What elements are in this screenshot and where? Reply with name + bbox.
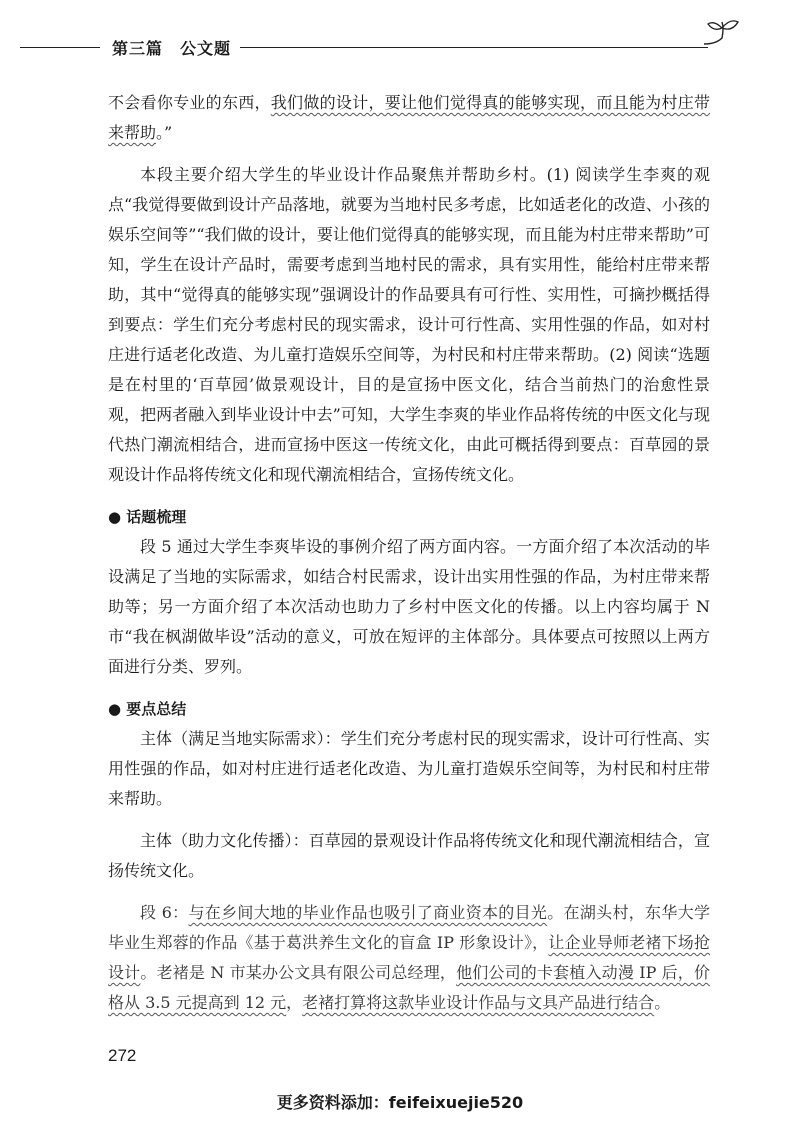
section-title: 第三篇 公文题 — [112, 39, 232, 58]
segment-6-label: 段 6： — [140, 903, 189, 922]
segment-6-paragraph — [108, 898, 710, 1018]
quote-prefix: 不会看你专业的东西， — [108, 93, 271, 112]
segment-6-text-2: 。老褚是 N 市某办公文具有限公司总经理， — [140, 963, 457, 982]
quote-continuation — [108, 88, 710, 148]
footer-note: 更多资料添加：feifeixuejie520 — [276, 1093, 524, 1112]
underlined-phrase-1: 与在乡间大地的毕业作品也吸引了商业资本的目光 — [188, 903, 548, 922]
page-body — [108, 88, 710, 1018]
analysis-paragraph: 本段主要介绍大学生的毕业设计作品聚焦并帮助乡村。(1) 阅读学生李爽的观点“我觉得要做到设计产品落地，就要为当地村民多考虑，比如适老化的改造、小孩的娱乐空间等”“我们做的设计，要让他们觉得真的能够实现，而且能为村庄带来帮助”可知，学生在设计产品时，需要考虑到当地村民的需求，具有实用性，能给村庄带来帮助，其中“觉得真的能够实现”强调设计的作品要具有可行性、实用性，可摘抄概括得到要点：学生们充分考虑村民的现实需求，设计可行性高、实用性强的作品，如对村庄进行适老化改造、为儿童打造娱乐空间等，为村民和村庄带来帮助。(2) 阅读“选题是在村里的‘百草园’做景观设计，目的是宣扬中医文化，结合当前热门的治愈性景观，把两者融入到毕业设计中去”可知，大学生李爽的毕业作品将传统的中医文化与现代热门潮流相结合，进而宣扬中医这一传统文化，由此可概括得到要点：百草园的景观设计作品将传统文化和现代潮流相结合，宣扬传统文化。 — [108, 165, 710, 484]
summary-heading: ● 要点总结 — [108, 700, 187, 718]
header-rule-right — [240, 47, 708, 48]
quote-close: 。” — [156, 123, 173, 142]
underlined-phrase-3: 他们公司的卡套植入动漫 IP 后，价格从 3.5 元提高到 12 元 — [108, 963, 710, 1012]
segment-6-text-1: 。在湖头村，东华大学毕业生郑蓉的作品《基于葛洪养生文化的盲盒 IP 形象设计》， — [108, 903, 710, 952]
summary-point-2: 主体（助力文化传播）：百草园的景观设计作品将传统文化和现代潮流相结合，宣扬传统文化。 — [108, 831, 710, 880]
sprout-icon — [702, 18, 742, 50]
segment-6-text-4: 。 — [654, 993, 671, 1012]
summary-point-1: 主体（满足当地实际需求）：学生们充分考虑村民的现实需求，设计可行性高、实用性强的作品，如对村庄进行适老化改造、为儿童打造娱乐空间等，为村民和村庄带来帮助。 — [108, 729, 710, 808]
topic-paragraph: 段 5 通过大学生李爽毕设的事例介绍了两方面内容。一方面介绍了本次活动的毕设满足了当地的实际需求，如结合村民需求，设计出实用性强的作品，为村庄带来帮助等；另一方面介绍了本次活动也助力了乡村中医文化的传播。以上内容均属于 N 市“我在枫湖做毕设”活动的意义，可放在短评的主体部分。具体要点可按照以上两方面进行分类、罗列。 — [108, 537, 710, 676]
underlined-quote: 我们做的设计，要让他们觉得真的能够实现，而且能为村庄带来帮助 — [108, 93, 710, 142]
topic-heading: ● 话题梳理 — [108, 508, 187, 526]
segment-6-text-3: ， — [286, 993, 303, 1012]
running-header — [20, 36, 770, 60]
header-rule-left — [20, 47, 100, 48]
page-number: 272 — [108, 1046, 137, 1065]
underlined-phrase-4: 老褚打算将这款毕业设计作品与文具产品进行结合 — [302, 993, 655, 1012]
underlined-phrase-2: 让企业导师老褚下场抢设计 — [108, 933, 710, 982]
